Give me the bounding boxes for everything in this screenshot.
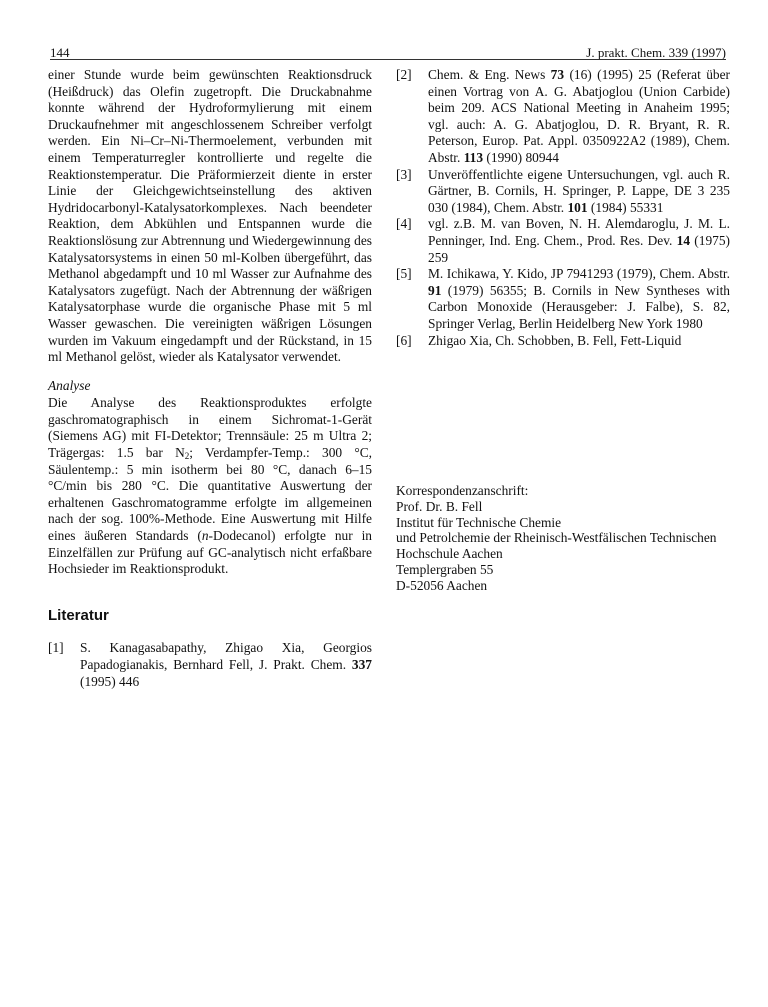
reference-volume: 337 <box>351 657 372 672</box>
reference-5 <box>396 266 730 332</box>
reference-volume: 91 <box>428 282 442 298</box>
reference-text-end: (1979) 56355; B. Cornils in New Syntheses with Carbon Monoxide (Herausgeber: J. Falbe), S. 82, Springer Verlag, Berlin Heidelberg New York 1980 <box>428 282 730 331</box>
analyse-paragraph <box>48 395 372 578</box>
reference-text: vgl. z.B. M. van Boven, N. H. Alemdaroglu, J. M. L. Penninger, Ind. Eng. Chem., Prod. Res. Dev. <box>428 216 730 248</box>
correspondence-school: Hochschule Aachen <box>396 546 503 562</box>
reference-6 <box>396 333 730 350</box>
body-paragraph: einer Stunde wurde beim gewünschten Reaktionsdruck (Heißdruck) das Olefin zugetropft. Die Druckabnahme konnte während der Hydroformylierung mit einem Druckaufnehmer mit angeschlossenem Schreiber verfolgt werden. Ein Ni–Cr–Ni-Thermoelement, verbunden mit einem Temperaturregler kontrollierte und regelte die Reaktionstemperatur. Die Präformierzeit diente in erster Linie der Gleichgewichtseinstellung des aktiven Hydridocarbonyl-Katalysatorkomplexes. Nach beendeter Reaktion, dem Abkühlen und Entspannen wurde die Reaktionslösung zur Abtrennung und Wiedergewinnung des Katalysatorsystems in einen 50 ml-Kolben übergeführt, das Methanol abgedampft und 10 ml Wasser zur Aufnahme des Katalysators zugefügt. Nach der Abtrennung der wäßrigen Katalysatorphase wurde die organische Phase mit 5 ml Wasser gewaschen. Die vereinigten wäßrigen Lösungen wurden im Vakuum eingedampft und der Rückstand, in 15 ml Methanol gelöst, wieder als Katalysator verwendet. <box>48 67 372 365</box>
analyse-heading: Analyse <box>48 377 91 393</box>
analyse-text-2: ; Verdampfer-Temp.: 300 °C, Säulentemp.: 5 min isotherm bei 80 °C, danach 6–15 °C/min bis 280 °C. Die quantitative Auswertung der erhaltenen Gaschromatogramme erfolgte im allgemeinen nach der sog. 100%-Methode. Eine Auswertung mit Hilfe eines äußeren Standards ( <box>48 445 372 544</box>
reference-text-end: (1975) 259 <box>428 232 730 265</box>
correspondence-label: Korrespondenzanschrift: <box>396 483 529 498</box>
reference-text-end: (1990) 80944 <box>483 149 559 165</box>
header-rule <box>50 59 726 60</box>
reference-number: [3] <box>396 166 412 182</box>
left-column <box>48 67 372 690</box>
reference-number: [4] <box>396 216 412 232</box>
correspondence-name: Prof. Dr. B. Fell <box>396 498 483 514</box>
reference-volume: 73 <box>550 67 565 82</box>
correspondence-department: und Petrolchemie der Rheinisch-Westfälischen Technischen <box>396 530 717 546</box>
right-column <box>396 67 730 349</box>
literatur-heading: Literatur <box>48 606 109 624</box>
reference-2 <box>396 67 730 167</box>
reference-text: (16) (1995) 25 (Referat über einen Vortrag von A. G. Abatjoglou (Union Carbide) beim 209. ACS National Meeting in Anaheim 1995; vgl. auch: A. G. Abatjoglou, D. R. Bryant, R. R. Peterson, Europ. Pat. Appl. 0350922A2 (1989), Chem. Abstr. <box>428 67 730 165</box>
reference-3 <box>396 167 730 217</box>
reference-volume: 14 <box>676 232 691 248</box>
reference-volume: 113 <box>463 149 484 165</box>
reference-text-end: (1984) 55331 <box>587 199 664 215</box>
reference-text: M. Ichikawa, Y. Kido, JP 7941293 (1979), Chem. Abstr. <box>428 266 730 282</box>
correspondence-street: Templergraben 55 <box>396 561 494 577</box>
reference-text-end: (1995) 446 <box>80 673 140 689</box>
reference-text: Unveröffentlichte eigene Untersuchungen, vgl. auch R. Gärtner, B. Cornils, H. Springer, P. Lappe, DE 3 235 030 (1984), Chem. Abstr. <box>428 166 730 215</box>
analyse-subscript: 2 <box>184 451 190 462</box>
reference-volume: 101 <box>567 199 588 215</box>
reference-text: Zhigao Xia, Ch. Schobben, B. Fell, Fett-Liquid <box>428 332 682 348</box>
reference-text: Chem. & Eng. News <box>428 67 551 82</box>
correspondence-city: D-52056 Aachen <box>396 577 488 593</box>
analyse-italic: n <box>201 528 209 544</box>
analyse-text-3: -Dodecanol) erfolgte nur in Einzelfällen zur Prüfung auf GC-analytisch nicht erfaßbare Hochsieder im Reaktionsprodukt. <box>48 528 372 577</box>
reference-1 <box>48 640 372 690</box>
reference-4 <box>396 216 730 266</box>
page-number: 144 <box>50 45 70 60</box>
journal-citation: J. prakt. Chem. 339 (1997) <box>586 45 726 60</box>
reference-number: [2] <box>396 67 412 82</box>
reference-number: [5] <box>396 266 412 282</box>
correspondence-address <box>396 483 736 594</box>
analyse-text-1: Die Analyse des Reaktionsproduktes erfolgte gaschromatographisch in einem Sichromat-1-Gerät (Siemens AG) mit FI-Detektor; Trennsäule: 25 m Ultra 2; Trägergas: 1.5 bar N <box>48 395 372 461</box>
reference-number: [1] <box>48 640 64 656</box>
correspondence-institute: Institut für Technische Chemie <box>396 514 562 530</box>
reference-number: [6] <box>396 332 412 348</box>
reference-text: S. Kanagasabapathy, Zhigao Xia, Georgios Papadogianakis, Bernhard Fell, J. Prakt. Chem. <box>80 640 372 672</box>
